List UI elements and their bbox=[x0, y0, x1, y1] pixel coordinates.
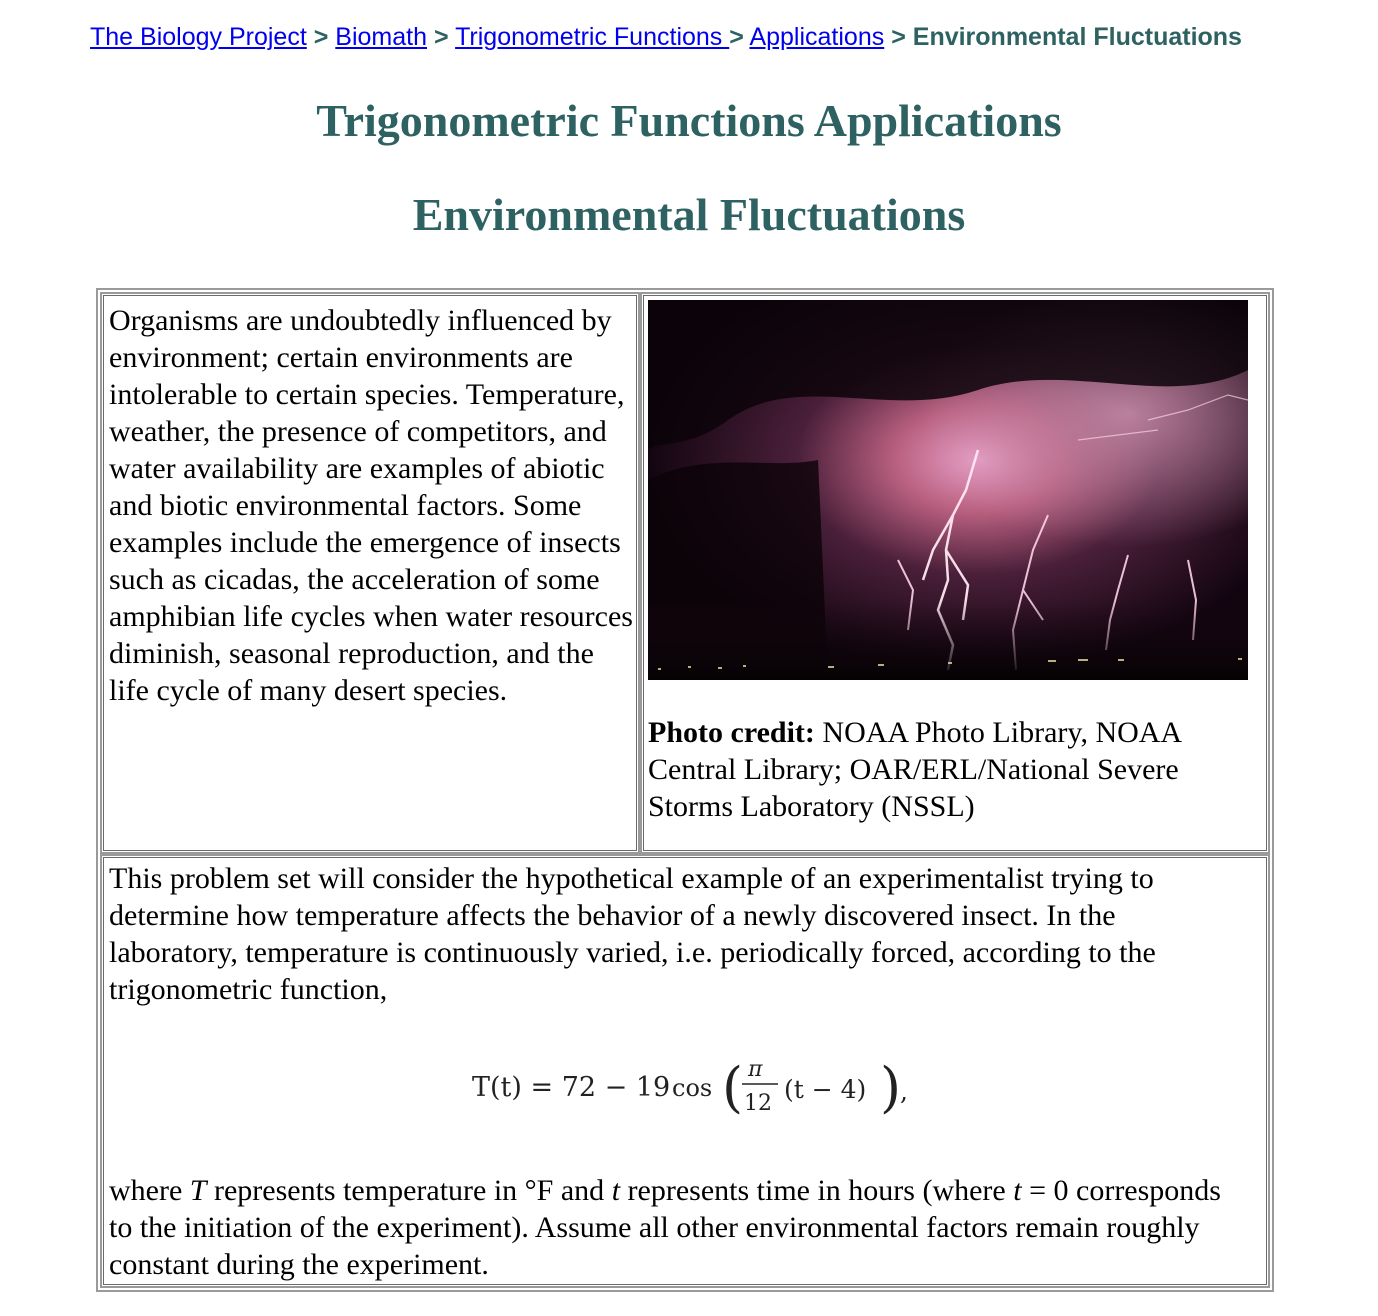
photo-cell bbox=[640, 292, 1270, 854]
problem-paragraph: This problem set will consider the hypothetical example of an experimentalist trying to determine how temperature affects the behavior of a newly discovered insect. In the laboratory, temperature is continuously varied, i.e. periodically forced, according to the trigonometric function, bbox=[109, 862, 1156, 1006]
equation-comma: , bbox=[900, 1077, 908, 1106]
breadcrumb-separator: > bbox=[891, 23, 906, 51]
equation-lhs: T(t) = 72 − 19 bbox=[472, 1072, 671, 1103]
equation-right-paren: ) bbox=[880, 1056, 902, 1119]
breadcrumb bbox=[90, 20, 1300, 54]
equation-argument: (t − 4) bbox=[784, 1075, 867, 1104]
equation-denominator: 12 bbox=[744, 1091, 772, 1116]
photo-credit-label: Photo credit: bbox=[648, 716, 815, 749]
where-part-4: = 0 corresponds to the initiation of the experiment). Assume all other environmental factors remain roughly constant during the experiment. bbox=[109, 1174, 1221, 1281]
lightning-storm-image bbox=[648, 300, 1248, 680]
breadcrumb-link-biomath[interactable]: Biomath bbox=[335, 23, 428, 51]
breadcrumb-separator: > bbox=[729, 23, 744, 51]
where-var-T: T bbox=[189, 1174, 207, 1207]
photo-credit bbox=[648, 714, 1258, 825]
where-paragraph bbox=[109, 1172, 1249, 1283]
where-part-3: represents time in hours (where bbox=[620, 1174, 1014, 1207]
temperature-equation bbox=[472, 1036, 932, 1136]
intro-paragraph: Organisms are undoubtedly influenced by environment; certain environments are intolerable to certain species. Temperature, weather, the presence of competitors, and water availability are examples of abiotic and biotic environmental factors. Some examples include the emergence of insects such as cicadas, the acceleration of some amphibian life cycles when water resources diminish, seasonal reproduction, and the life cycle of many desert species. bbox=[109, 304, 633, 707]
equation-numerator: π bbox=[748, 1057, 763, 1082]
breadcrumb-separator: > bbox=[433, 23, 449, 51]
intro-cell bbox=[100, 292, 640, 854]
breadcrumb-link-trigonometric-functions[interactable]: Trigonometric Functions bbox=[455, 23, 730, 51]
breadcrumb-link-biology-project[interactable]: The Biology Project bbox=[90, 23, 307, 51]
where-part-2: represents temperature in °F and bbox=[206, 1174, 612, 1207]
equation-cos: cos bbox=[672, 1074, 713, 1102]
breadcrumb-link-applications[interactable]: Applications bbox=[749, 23, 885, 51]
where-part-1: where bbox=[109, 1174, 190, 1207]
lightning-storm-photo bbox=[648, 300, 1248, 680]
equation-left-paren: ( bbox=[722, 1056, 744, 1119]
problem-cell bbox=[100, 854, 1270, 1288]
breadcrumb-separator: > bbox=[313, 23, 329, 51]
page-subtitle: Environmental Fluctuations bbox=[412, 189, 966, 240]
page-title: Trigonometric Functions Applications bbox=[316, 95, 1062, 146]
where-var-t: t bbox=[611, 1174, 621, 1207]
where-var-t2: t bbox=[1013, 1174, 1022, 1207]
breadcrumb-current: Environmental Fluctuations bbox=[912, 23, 1242, 51]
photo-credit-text: NOAA Photo Library, NOAA Central Library; OAR/ERL/National Severe Storms Laboratory (NSSL) bbox=[648, 716, 1181, 823]
